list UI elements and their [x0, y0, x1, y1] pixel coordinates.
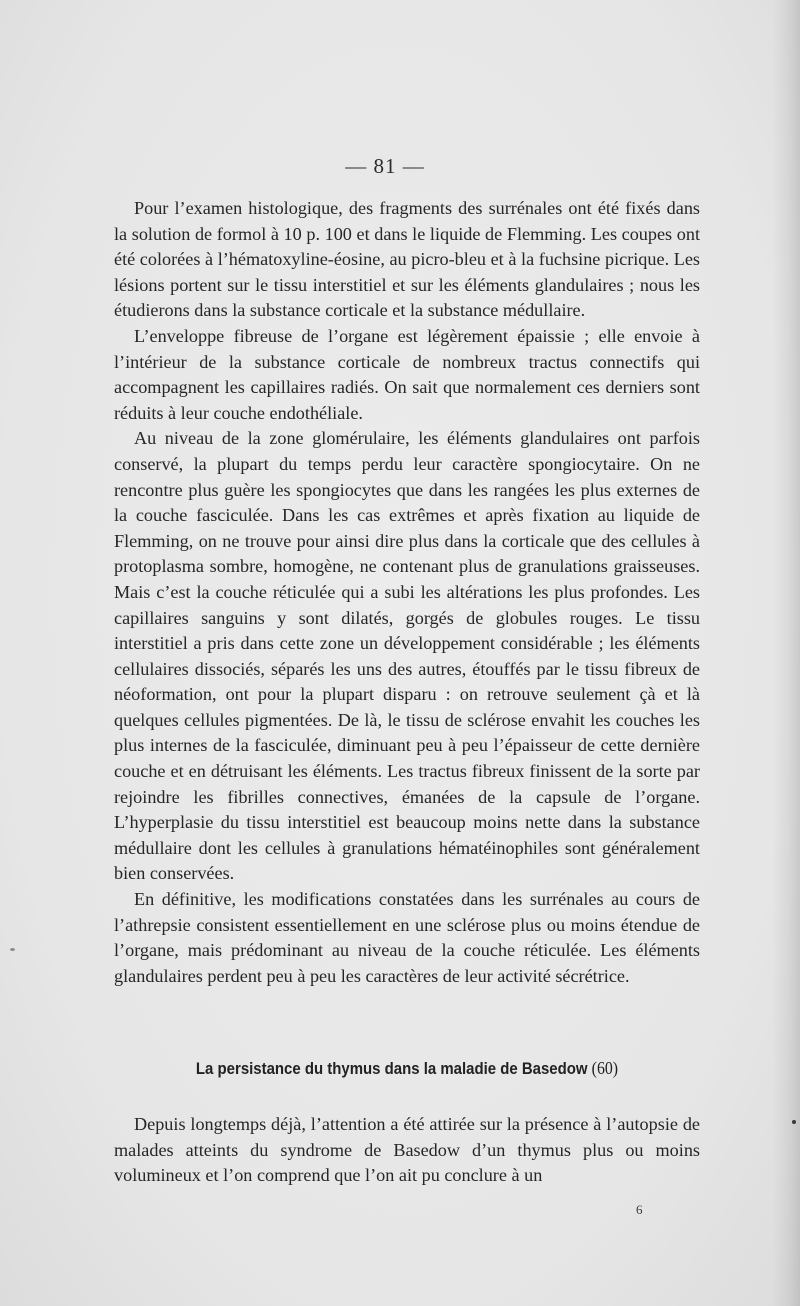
paragraph: Depuis longtemps déjà, l’attention a été attirée sur la présence à l’autopsie de malades atteints du syndrome de Basedow d’un thymus plus ou moins volumineux et l’on comprend que l’on ait pu conclure à un	[114, 1114, 700, 1186]
section-reference: (60)	[591, 1058, 619, 1078]
section-title: La persistance du thymus dans la maladie de Basedow	[195, 1059, 588, 1078]
paragraph: En définitive, les modifications constatées dans les surrénales au cours de l’athrepsie consistent essentiellement en une sclérose plus ou moins étendue de l’organe, mais prédominant au niveau de la couche réticulée. Les éléments glandulaires perdent peu à peu les caractères de leur activité sécrétrice.	[114, 889, 700, 986]
paragraph: Pour l’examen histologique, des fragments des surrénales ont été fixés dans la solution de formol à 10 p. 100 et dans le liquide de Flemming. Les coupes ont été colorées à l’hématoxyline-éosine, au picro-bleu et à la fuchsine picrique. Les lésions portent sur le tissu interstitiel et sur les éléments glandulaires ; nous les étudierons dans la substance corticale et la substance médullaire.	[114, 198, 700, 321]
page-edge-shadow	[772, 0, 800, 1306]
main-text	[114, 196, 700, 989]
paragraph: L’enveloppe fibreuse de l’organe est légèrement épaissie ; elle envoie à l’intérieur de la substance corticale de nombreux tractus connectifs qui accompagnent les capillaires radiés. On sait que normalement ces derniers sont réduits à leur couche endothéliale.	[114, 325, 700, 423]
section-text	[114, 1112, 700, 1189]
paper-speck	[10, 948, 15, 951]
section-heading	[149, 1058, 665, 1079]
paper-speck	[792, 1120, 796, 1124]
page-number: — 81 —	[345, 154, 425, 178]
paragraph: Au niveau de la zone glomérulaire, les éléments glandulaires ont parfois conservé, la plupart du temps perdu leur caractère spongiocytaire. On ne rencontre plus guère les spongiocytes que dans les rangées les plus externes de la couche fasciculée. Dans les cas extrêmes et après fixation au liquide de Flemming, on ne trouve pour ainsi dire plus dans la corticale que des cellules à protoplasma sombre, homogène, ne contenant plus de granulations graisseuses. Mais c’est la couche réticulée qui a subi les altérations les plus profondes. Les capillaires sanguins y sont dilatés, gorgés de globules rouges. Le tissu interstitiel a pris dans cette zone un développement considérable ; les éléments cellulaires dissociés, séparés les uns des autres, étouffés par le tissu fibreux de néoformation, ont pour la plupart disparu : on retrouve seulement çà et là quelques cellules pigmentées. De là, le tissu de sclérose envahit les couches les plus internes de la fasciculée, diminuant peu à peu l’épaisseur de cette dernière couche et en détruisant les éléments. Les tractus fibreux finissent de la sorte par rejoindre les fibrilles connectives, émanées de la capsule de l’organe. L’hyperplasie du tissu interstitiel est beaucoup moins nette dans la substance médullaire dont les cellules à granulations hématéinophiles sont généralement bien conservées.	[114, 428, 700, 884]
signature-mark: 6	[636, 1202, 643, 1217]
